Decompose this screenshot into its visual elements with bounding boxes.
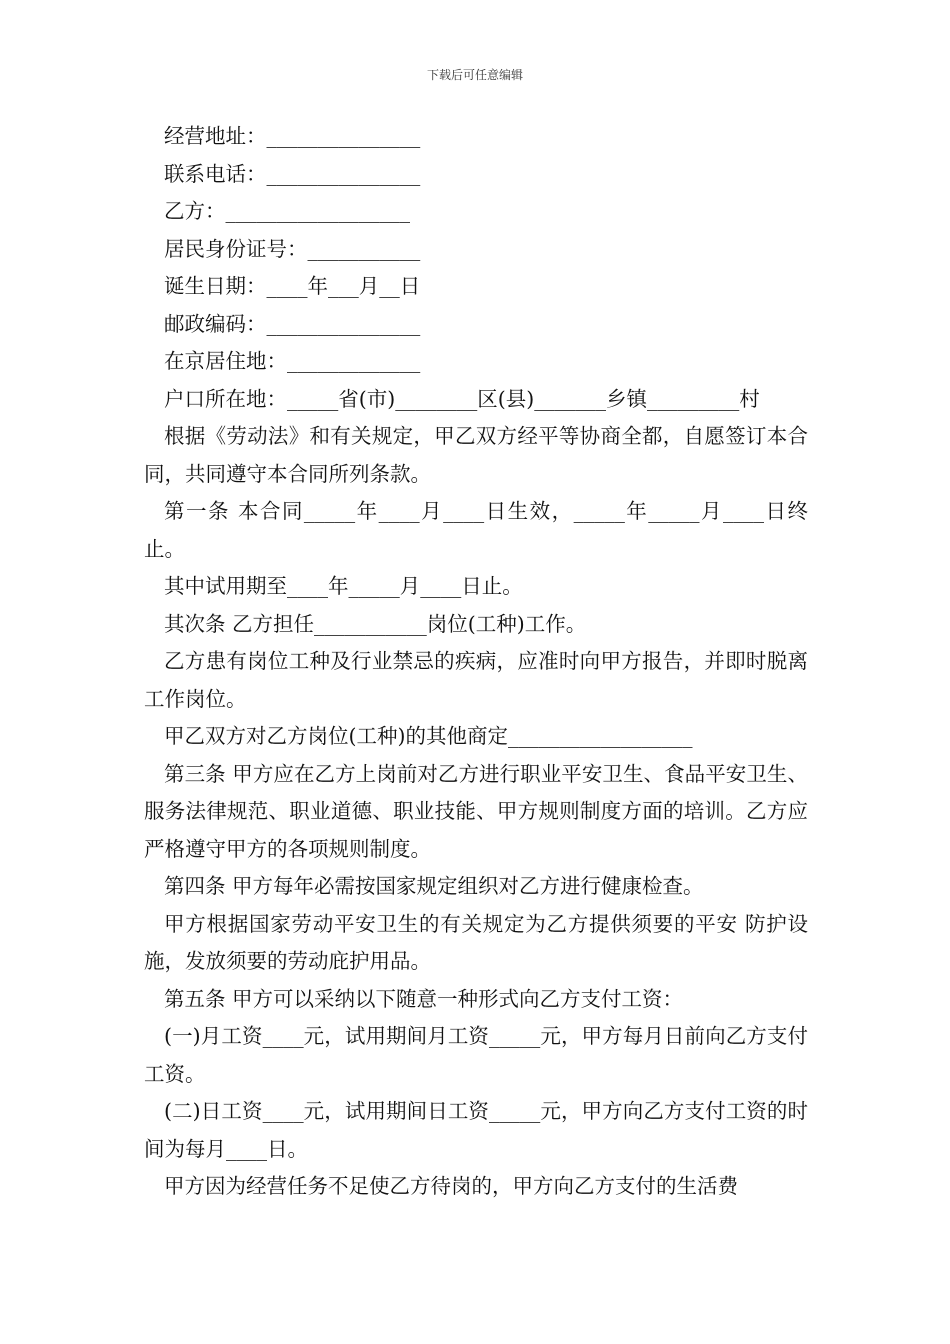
field-id-number: 居民身份证号：___________ bbox=[164, 236, 421, 261]
paragraph-article-2: 其次条 乙方担任___________岗位(工种)工作。 bbox=[164, 611, 587, 636]
field-birth-date: 诞生日期：____年___月__日 bbox=[164, 274, 421, 298]
field-phone: 联系电话：_______________ bbox=[164, 161, 421, 186]
paragraph-monthly-wage: (一)月工资____元，试用期间月工资_____元，甲方每月日前向乙方支付工资。 bbox=[144, 1024, 808, 1086]
paragraph-intro: 根据《劳动法》和有关规定，甲乙双方经平等协商全都，自愿签订本合同，共同遵守本合同所列条款。 bbox=[144, 424, 808, 486]
paragraph-daily-wage: (二)日工资____元，试用期间日工资_____元，甲方向乙方支付工资的时间为每月____日。 bbox=[144, 1099, 808, 1161]
paragraph-protection: 甲方根据国家劳动平安卫生的有关规定为乙方提供须要的平安 防护设施，发放须要的劳动庇护用品。 bbox=[144, 911, 808, 973]
paragraph-article-4: 第四条 甲方每年必需按国家规定组织对乙方进行健康检查。 bbox=[164, 874, 704, 898]
field-address: 经营地址：_______________ bbox=[164, 124, 421, 148]
paragraph-probation: 其中试用期至____年_____月____日止。 bbox=[164, 574, 523, 598]
field-residence: 在京居住地：_____________ bbox=[164, 349, 421, 373]
paragraph-standby: 甲方因为经营任务不足使乙方待岗的，甲方向乙方支付的生活费 bbox=[164, 1174, 738, 1198]
paragraph-article-1: 第一条 本合同_____年____月____日生效，_____年_____月____日终止。 bbox=[144, 499, 808, 561]
contract-body bbox=[144, 118, 808, 1206]
field-party-b: 乙方：__________________ bbox=[164, 199, 410, 223]
paragraph-article-5: 第五条 甲方可以采纳以下随意一种形式向乙方支付工资： bbox=[164, 986, 684, 1011]
page-header: 下载后可任意编辑 bbox=[426, 68, 523, 82]
paragraph-other-agreement: 甲乙双方对乙方岗位(工种)的其他商定__________________ bbox=[164, 724, 693, 748]
field-hukou: 户口所在地：_____省(市)________区(县)_______乡镇_________村 bbox=[164, 386, 760, 411]
paragraph-disease-report: 乙方患有岗位工种及行业禁忌的疾病，应准时向甲方报告，并即时脱离工作岗位。 bbox=[144, 649, 808, 711]
paragraph-article-3: 第三条 甲方应在乙方上岗前对乙方进行职业平安卫生、食品平安卫生、服务法律规范、职业道德、职业技能、甲方规则制度方面的培训。乙方应严格遵守甲方的各项规则制度。 bbox=[144, 761, 808, 861]
field-postcode: 邮政编码：_______________ bbox=[164, 311, 421, 336]
